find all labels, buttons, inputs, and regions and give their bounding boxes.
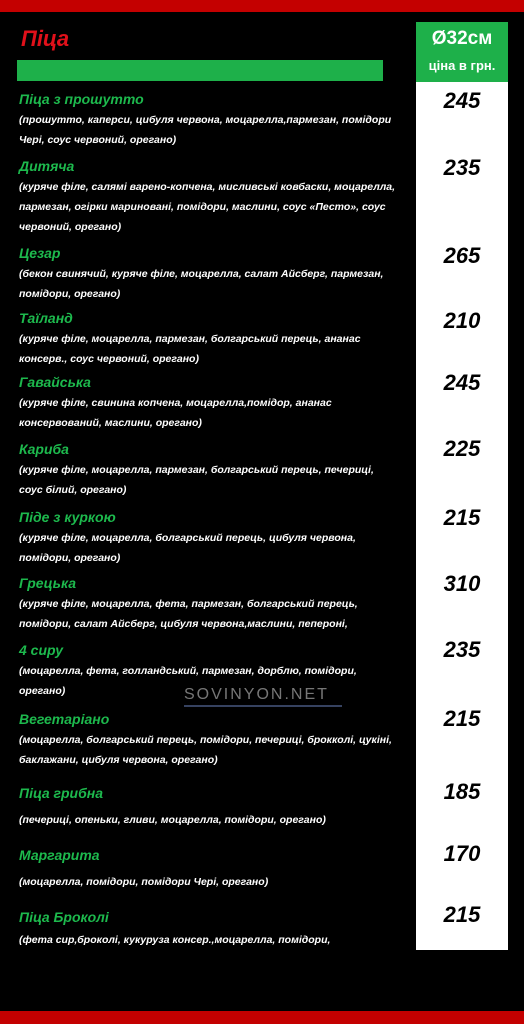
item-price: 225 bbox=[443, 436, 481, 461]
item-name: Цезар bbox=[19, 245, 61, 261]
item-description: (моцарелла, фета, голландський, пармезан, дорблю, помідори, орегано) bbox=[19, 665, 357, 697]
menu-item bbox=[19, 846, 399, 892]
bottom-red-bar bbox=[0, 1011, 524, 1024]
item-description: (прошутто, каперси, цибуля червона, моцарелла,пармезан, помідори Чері, соус червоний, орегано) bbox=[19, 114, 392, 146]
item-price: 215 bbox=[443, 505, 481, 530]
item-name: 4 сиру bbox=[19, 642, 63, 658]
item-description: (куряче філе, салямі варено-копчена, мисливські ковбаски, моцарелла, пармезан, огірки мариновані, помідори, маслини, соус «Песто», соус червоний, орегано) bbox=[19, 181, 396, 233]
menu-item bbox=[19, 710, 399, 770]
item-description: (фета сир,броколі, кукуруза консер.,моцарелла, помідори, bbox=[19, 934, 331, 946]
top-red-bar bbox=[0, 0, 524, 12]
item-name: Таїланд bbox=[19, 310, 73, 326]
item-price: 245 bbox=[443, 370, 481, 395]
menu-item bbox=[19, 908, 399, 950]
price-unit-label: ціна в грн. bbox=[428, 58, 496, 73]
menu-item bbox=[19, 440, 399, 500]
item-name: Гавайська bbox=[19, 374, 91, 390]
item-price: 215 bbox=[443, 706, 481, 731]
item-name: Кариба bbox=[19, 441, 69, 457]
item-description: (моцарелла, болгарський перець, помідори, печериці, брокколі, цукіні, баклажани, цибуля червона, орегано) bbox=[19, 734, 392, 766]
item-description: (бекон свинячий, куряче філе, моцарелла, салат Айсберг, пармезан, помідори, орегано) bbox=[19, 268, 384, 300]
menu-item bbox=[19, 309, 399, 369]
item-name: Піца Броколі bbox=[19, 909, 109, 925]
item-name: Піде з куркою bbox=[19, 509, 116, 525]
item-price: 170 bbox=[443, 841, 481, 866]
price-column-header bbox=[416, 22, 508, 82]
item-name: Піца з прошутто bbox=[19, 91, 144, 107]
item-price: 245 bbox=[443, 88, 481, 113]
page-title: Піца bbox=[21, 26, 70, 51]
item-price: 210 bbox=[443, 308, 481, 333]
menu-item bbox=[19, 574, 399, 634]
menu-item bbox=[19, 784, 399, 830]
item-description: (куряче філе, моцарелла, пармезан, болгарський перець, ананас консерв., соус червоний, орегано) bbox=[19, 333, 361, 365]
item-name: Маргарита bbox=[19, 847, 100, 863]
item-price: 235 bbox=[443, 637, 481, 662]
item-price: 185 bbox=[443, 779, 481, 804]
item-price: 235 bbox=[443, 155, 481, 180]
item-name: Вегетаріано bbox=[19, 711, 110, 727]
menu-item bbox=[19, 508, 399, 568]
menu-item bbox=[19, 157, 399, 237]
item-name: Грецька bbox=[19, 575, 76, 591]
item-name: Піца грибна bbox=[19, 785, 103, 801]
pizza-size-label: Ø32см bbox=[431, 28, 493, 49]
item-description: (моцарелла, помідори, помідори Чері, орегано) bbox=[19, 876, 269, 888]
item-price: 215 bbox=[443, 902, 481, 927]
item-price: 310 bbox=[443, 571, 481, 596]
item-description: (печериці, опеньки, гливи, моцарелла, помідори, орегано) bbox=[19, 814, 326, 826]
menu-item bbox=[19, 373, 399, 433]
header-green-rule bbox=[17, 60, 383, 81]
item-name: Дитяча bbox=[19, 158, 75, 174]
menu-item bbox=[19, 244, 399, 304]
item-description: (куряче філе, моцарелла, пармезан, болгарський перець, печериці, соус білий, орегано) bbox=[19, 464, 374, 496]
menu-item bbox=[19, 90, 399, 150]
item-description: (куряче філе, моцарелла, фета, пармезан, болгарський перець, помідори, салат Айсберг, цибуля червона,маслини, пепероні, bbox=[19, 598, 358, 630]
item-description: (куряче філе, свинина копчена, моцарелла,помідор, ананас консервований, маслини, орегано) bbox=[19, 397, 332, 429]
watermark: SOVINYON.NET bbox=[184, 686, 329, 703]
item-price: 265 bbox=[443, 243, 481, 268]
item-description: (куряче філе, моцарелла, болгарський перець, цибуля червона, помідори, орегано) bbox=[19, 532, 356, 564]
watermark-wave bbox=[184, 705, 342, 707]
